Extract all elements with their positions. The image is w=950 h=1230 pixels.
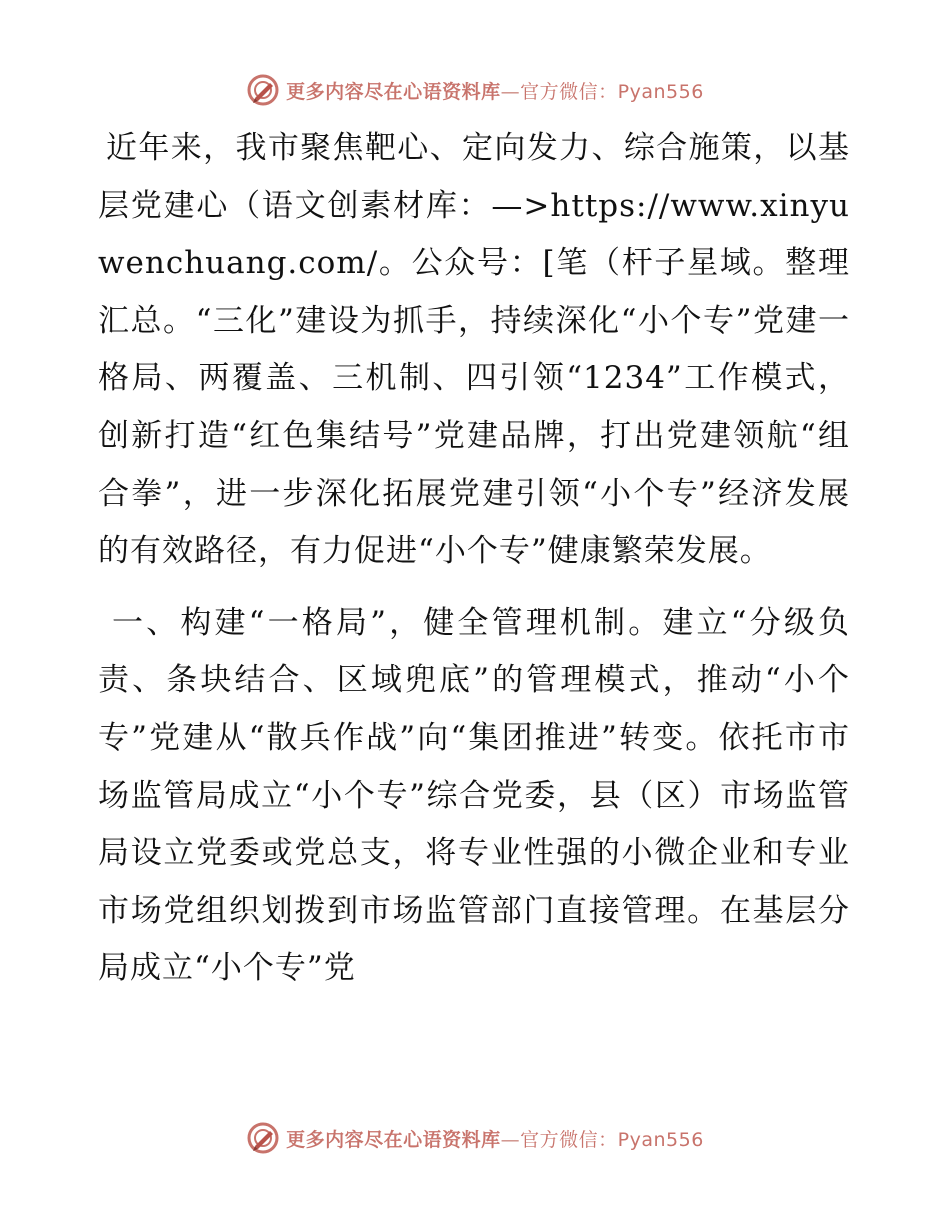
paragraph-section-one: 一、构建“一格局”，健全管理机制。建立“分级负责、条块结合、区域兜底”的管理模式，推动“小个专”党建从“散兵作战”向“集团推进”转变。依托市市场监管局成立“小个专”综合党委，县（区）市场监管局设立党委或党总支，将专业性强的小微企业和专业市场党组织划拨到市场监管部门直接管理。在基层分局成立“小个专”党 [98, 604, 850, 987]
footer-banner-wechat: 官方微信：Pyan556 [520, 1128, 704, 1151]
red-circle-pen-logo-icon [246, 73, 280, 107]
header-banner-text [286, 77, 704, 104]
document-body [98, 120, 850, 998]
footer-banner-text [286, 1125, 704, 1152]
header-banner-main: 更多内容尽在心语资料库 [286, 80, 501, 103]
header-banner [0, 70, 950, 110]
footer-banner-main: 更多内容尽在心语资料库 [286, 1128, 501, 1151]
footer-banner [0, 1118, 950, 1158]
paragraph-intro: 近年来，我市聚焦靶心、定向发力、综合施策，以基层党建心（语文创素材库：—>https://www.xinyuwenchuang.com/。公众号：[笔（杆子星域。整理汇总。“三化”建设为抓手，持续深化“小个专”党建一格局、两覆盖、三机制、四引领“1234”工作模式，创新打造“红色集结号”党建品牌，打出党建领航“组合拳”，进一步深化拓展党建引领“小个专”经济发展的有效路径，有力促进“小个专”健康繁荣发展。 [98, 130, 850, 570]
red-circle-pen-logo-icon [246, 1121, 280, 1155]
header-banner-separator: — [500, 80, 521, 103]
footer-banner-separator: — [500, 1128, 521, 1151]
header-banner-wechat: 官方微信：Pyan556 [520, 80, 704, 103]
